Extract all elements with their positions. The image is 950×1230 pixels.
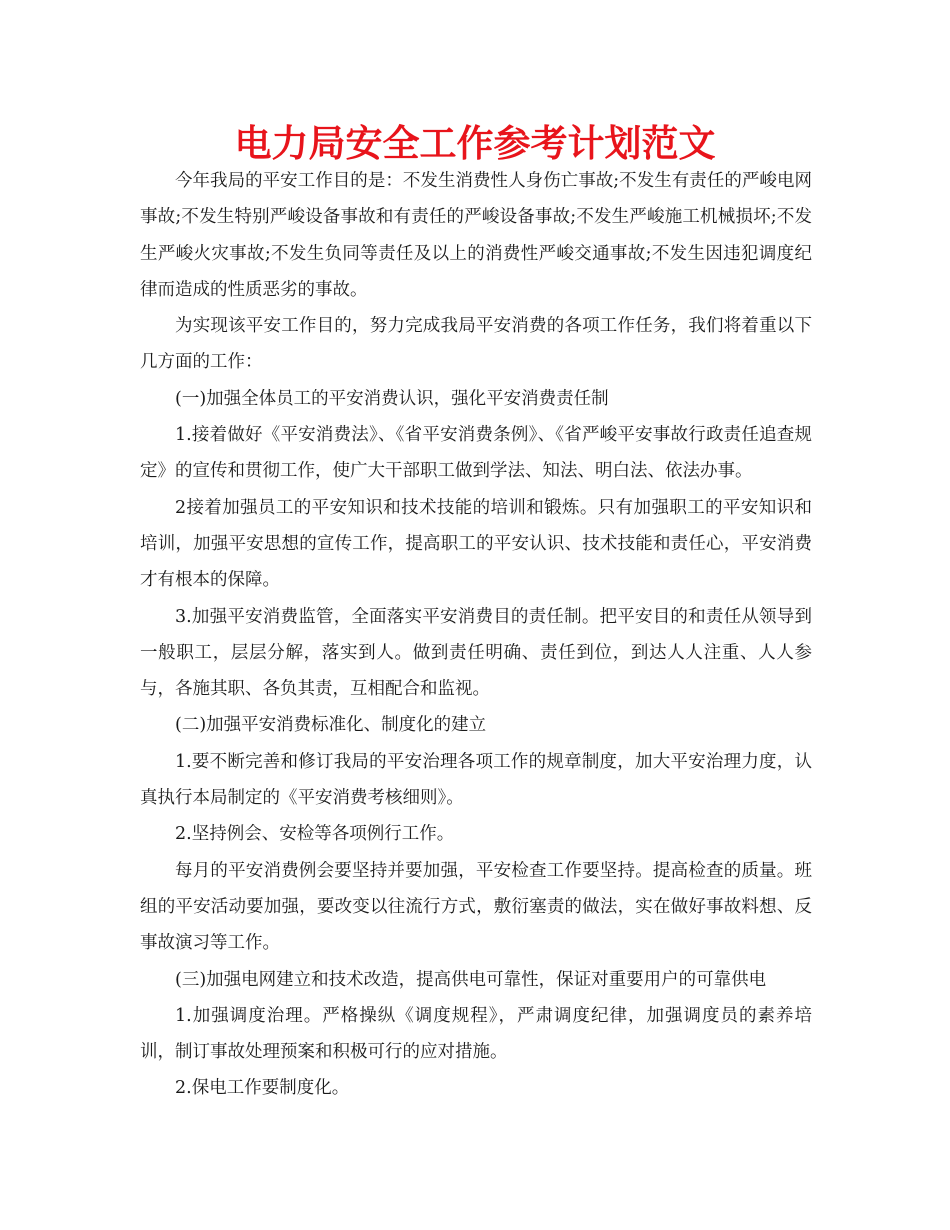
paragraph-9: 1.加强调度治理。严格操纵《调度规程》，严肃调度纪律，加强调度员的素养培训，制订事故处理预案和积极可行的应对措施。 bbox=[140, 1005, 812, 1063]
paragraph-7: 2.坚持例会、安检等各项例行工作。 bbox=[175, 824, 455, 845]
paragraph-1: 今年我局的平安工作目的是：不发生消费性人身伤亡事故;不发生有责任的严峻电网事故;不发生特别严峻设备事故和有责任的严峻设备事故;不发生严峻施工机械损坏;不发生严峻火灾事故;不发生负同等责任及以上的消费性严峻交通事故;不发生因违犯调度纪律而造成的性质恶劣的事故。 bbox=[140, 171, 812, 300]
document-title: 电力局安全工作参考计划范文 bbox=[234, 122, 716, 165]
paragraph-3: 1.接着做好《平安消费法》、《省平安消费条例》、《省严峻平安事故行政责任追查规定》的宣传和贯彻工作，使广大干部职工做到学法、知法、明白法、依法办事。 bbox=[140, 425, 812, 482]
section-heading-2: (二)加强平安消费标准化、制度化的建立 bbox=[175, 715, 487, 736]
document-body bbox=[140, 163, 812, 1107]
paragraph-4: 2接着加强员工的平安知识和技术技能的培训和锻炼。只有加强职工的平安知识和培训，加强平安思想的宣传工作，提高职工的平安认识、技术技能和责任心，平安消费才有根本的保障。 bbox=[140, 497, 812, 591]
paragraph-6: 1.要不断完善和修订我局的平安治理各项工作的规章制度，加大平安治理力度，认真执行本局制定的《平安消费考核细则》。 bbox=[140, 751, 812, 809]
section-heading-1: (一)加强全体员工的平安消费认识，强化平安消费责任制 bbox=[175, 388, 609, 409]
paragraph-8: 每月的平安消费例会要坚持并要加强，平安检查工作要坚持。提高检查的质量。班组的平安活动要加强，要改变以往流行方式，敷衍塞责的做法，实在做好事故料想、反事故演习等工作。 bbox=[140, 860, 812, 954]
section-heading-3: (三)加强电网建立和技术改造，提高供电可靠性，保证对重要用户的可靠供电 bbox=[175, 969, 767, 990]
paragraph-2: 为实现该平安工作目的，努力完成我局平安消费的各项工作任务，我们将着重以下几方面的工作： bbox=[140, 316, 812, 373]
paragraph-10: 2.保电工作要制度化。 bbox=[175, 1078, 350, 1099]
paragraph-5: 3.加强平安消费监管，全面落实平安消费目的责任制。把平安目的和责任从领导到一般职工，层层分解，落实到人。做到责任明确、责任到位，到达人人注重、人人参与，各施其职、各负其责，互相配合和监视。 bbox=[140, 606, 812, 700]
